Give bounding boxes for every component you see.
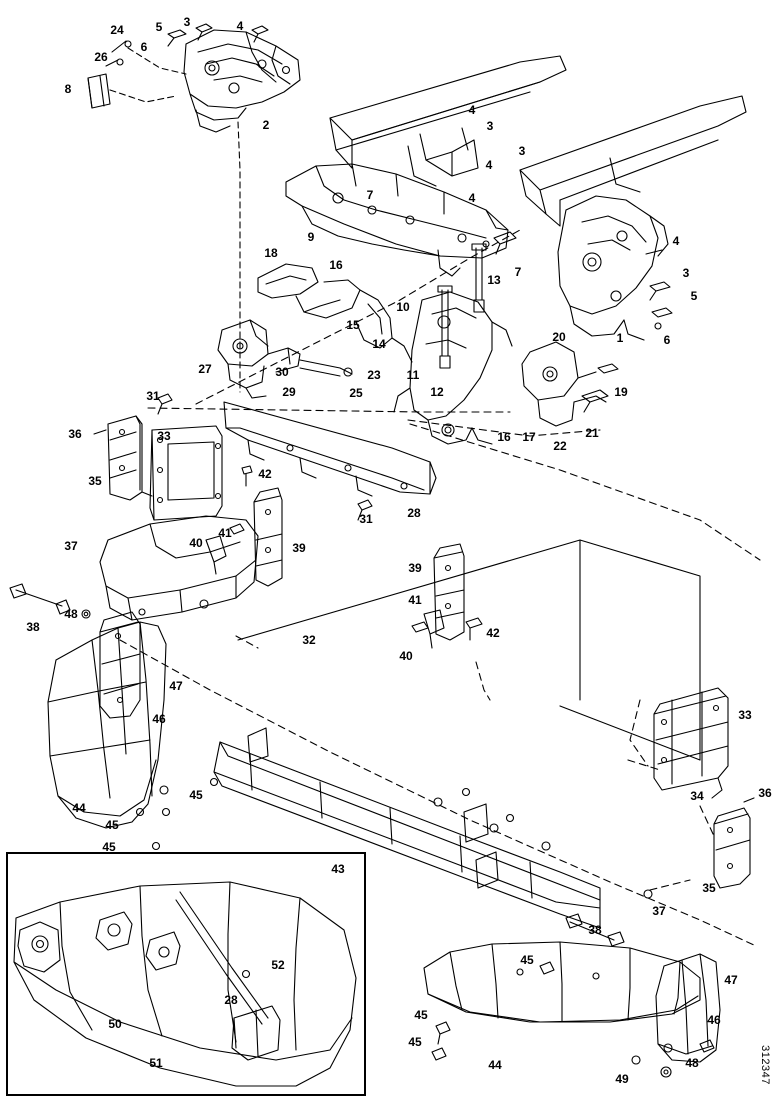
callout-48: 48 [64, 607, 78, 621]
callout-28b: 28 [224, 993, 238, 1007]
callout-4e: 4 [672, 234, 680, 248]
right-rail-group [520, 96, 746, 226]
callout-22: 22 [553, 439, 567, 453]
callout-45c: 45 [102, 840, 116, 854]
fastener-dots [153, 779, 514, 850]
callout-36b: 36 [758, 786, 772, 800]
callout-15: 15 [346, 318, 360, 332]
callout-40b: 40 [399, 649, 413, 663]
callout-3c: 3 [518, 144, 526, 158]
callout-11: 11 [406, 368, 420, 382]
callout-44: 44 [72, 801, 86, 815]
right-bolt-38 [566, 890, 652, 946]
callout-39b: 39 [408, 561, 422, 575]
callout-21: 21 [585, 426, 599, 440]
callout-34: 34 [690, 789, 704, 803]
callout-6b: 6 [663, 333, 671, 347]
callout-35: 35 [88, 474, 102, 488]
callout-12: 12 [430, 385, 444, 399]
callout-13: 13 [487, 273, 501, 287]
callout-38b: 38 [588, 923, 602, 937]
callout-16: 16 [329, 258, 343, 272]
left-bolt-38 [10, 584, 90, 621]
left-frame-horn-group [184, 30, 300, 132]
callout-50: 50 [108, 1017, 122, 1031]
callout-25: 25 [349, 386, 363, 400]
figure-code: 312347 [759, 1045, 771, 1085]
callout-8: 8 [64, 82, 72, 96]
callout-19: 19 [614, 385, 628, 399]
callout-26: 26 [94, 50, 108, 64]
callout-5b: 5 [690, 289, 698, 303]
callout-35b: 35 [702, 881, 716, 895]
callout-4d: 4 [468, 191, 476, 205]
callout-4c: 4 [485, 158, 493, 172]
mid-bracket-group [258, 264, 412, 362]
callout-45: 45 [189, 788, 203, 802]
right-lower-bracket [522, 342, 618, 426]
callout-33: 33 [157, 429, 171, 443]
callout-42b: 42 [486, 626, 500, 640]
right-knuckle-group [558, 196, 668, 340]
callout-23: 23 [367, 368, 381, 382]
rear-bumper-detail-inset [6, 852, 366, 1096]
callout-37b: 37 [652, 904, 666, 918]
callout-3b: 3 [486, 119, 494, 133]
callout-31b: 31 [359, 512, 373, 526]
callout-45d: 45 [520, 953, 534, 967]
callout-1: 1 [616, 331, 624, 345]
callout-39: 39 [292, 541, 306, 555]
callout-30: 30 [275, 365, 289, 379]
right-stay-bracket [412, 544, 482, 648]
callout-31: 31 [146, 389, 160, 403]
callout-33b: 33 [738, 708, 752, 722]
callout-49: 49 [615, 1072, 629, 1086]
callout-47: 47 [169, 679, 183, 693]
callout-46b: 46 [707, 1013, 721, 1027]
callout-29: 29 [282, 385, 296, 399]
callout-2: 2 [262, 118, 270, 132]
callout-36: 36 [68, 427, 82, 441]
callout-44b: 44 [488, 1058, 502, 1072]
callout-10: 10 [396, 300, 410, 314]
right-fasteners [646, 250, 672, 329]
callout-20: 20 [552, 330, 566, 344]
callout-41b: 41 [408, 593, 422, 607]
lower-right-fascia [424, 942, 700, 1022]
callout-28: 28 [407, 506, 421, 520]
callout-46: 46 [152, 712, 166, 726]
callout-4: 4 [236, 19, 244, 33]
callout-24: 24 [110, 23, 124, 37]
callout-5: 5 [155, 20, 163, 34]
callout-3: 3 [183, 15, 191, 29]
callout-18: 18 [264, 246, 278, 260]
callout-38: 38 [26, 620, 40, 634]
callout-27: 27 [198, 362, 212, 376]
callout-4b: 4 [468, 103, 476, 117]
upper-reinforcement-bar [158, 394, 436, 520]
callout-14: 14 [372, 337, 386, 351]
callout-41: 41 [218, 526, 232, 540]
front-crossmember-left [286, 164, 508, 276]
callout-45f: 45 [408, 1035, 422, 1049]
callout-47b: 47 [724, 973, 738, 987]
callout-45b: 45 [105, 818, 119, 832]
vertical-rods [438, 232, 516, 368]
callout-7b: 7 [514, 265, 522, 279]
callout-17: 17 [522, 430, 536, 444]
callout-9: 9 [307, 230, 315, 244]
callout-42: 42 [258, 467, 272, 481]
callout-52: 52 [271, 958, 285, 972]
callout-40: 40 [189, 536, 203, 550]
callout-51: 51 [149, 1056, 163, 1070]
callout-45e: 45 [414, 1008, 428, 1022]
callout-16b: 16 [497, 430, 511, 444]
callout-32: 32 [302, 633, 316, 647]
callout-7: 7 [366, 188, 374, 202]
callout-6: 6 [140, 40, 148, 54]
callout-48b: 48 [685, 1056, 699, 1070]
callout-3d: 3 [682, 266, 690, 280]
front-upper-cover [100, 516, 258, 620]
left-bumper-end [48, 622, 168, 828]
callout-43: 43 [331, 862, 345, 876]
callout-37: 37 [64, 539, 78, 553]
